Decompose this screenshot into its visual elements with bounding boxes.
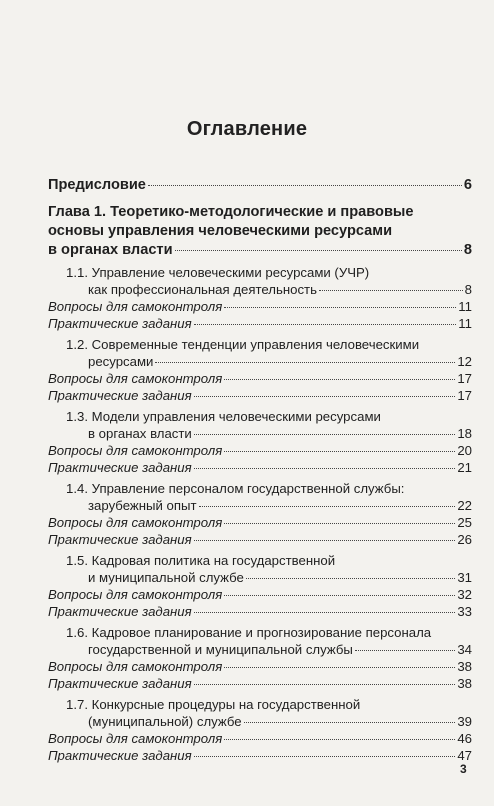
section-title-line: в органах власти — [88, 426, 192, 441]
leader-dots — [355, 650, 455, 651]
section-title-line: ресурсами — [88, 354, 154, 369]
toc-entry-label: Вопросы для самоконтроля — [48, 515, 223, 530]
leader-dots — [194, 434, 456, 435]
toc-section-4[interactable] — [48, 480, 472, 548]
page-number: 3 — [460, 762, 467, 776]
toc-entry-label: Вопросы для самоконтроля — [48, 731, 223, 746]
toc-page-number: 8 — [463, 242, 472, 258]
toc-section-2[interactable] — [48, 336, 472, 404]
toc-page-number: 11 — [458, 299, 472, 314]
toc-entry-practical-tasks[interactable] — [48, 387, 472, 404]
toc-entry-label: Практические задания — [48, 532, 192, 547]
leader-dots — [319, 290, 463, 291]
section-list — [48, 264, 472, 764]
toc-page-number: 39 — [457, 714, 472, 729]
toc-entry-label: Вопросы для самоконтроля — [48, 587, 223, 602]
section-title-last-line — [48, 641, 472, 658]
section-title-line: государственной и муниципальной службы — [88, 642, 353, 657]
toc-page-number: 12 — [457, 354, 472, 369]
chapter-title-line: Глава 1. Теоретико-методологические и правовые — [48, 204, 414, 220]
leader-dots — [224, 667, 455, 668]
toc-entry-label: Практические задания — [48, 604, 192, 619]
toc-entry-self-check-questions[interactable] — [48, 370, 472, 387]
toc-entry-label: Вопросы для самоконтроля — [48, 371, 223, 386]
leader-dots — [175, 250, 462, 251]
toc-entry-label: Практические задания — [48, 316, 192, 331]
toc-entry-practical-tasks[interactable] — [48, 459, 472, 476]
section-title-line: 1.4. Управление персоналом государственной службы: — [66, 481, 405, 496]
section-title-line: зарубежный опыт — [88, 498, 197, 513]
toc-page-number: 33 — [457, 604, 472, 619]
toc-entry-label: Практические задания — [48, 748, 192, 763]
section-title-line: (муниципальной) службе — [88, 714, 242, 729]
section-title-last-line — [48, 713, 472, 730]
section-title-line: 1.6. Кадровое планирование и прогнозирование персонала — [66, 625, 432, 640]
toc-page-number: 17 — [457, 371, 472, 386]
chapter-title-line: основы управления человеческими ресурсами — [48, 223, 393, 239]
toc-entry-label: Вопросы для самоконтроля — [48, 659, 223, 674]
toc-entry-practical-tasks[interactable] — [48, 603, 472, 620]
section-title-line: и муниципальной службе — [88, 570, 244, 585]
leader-dots — [199, 506, 456, 507]
toc-page-number: 32 — [457, 587, 472, 602]
toc-page-number: 8 — [464, 282, 472, 297]
toc-entry-chapter-1[interactable] — [48, 203, 472, 260]
table-of-contents — [48, 176, 472, 764]
toc-section-6[interactable] — [48, 624, 472, 692]
toc-entry-label: Предисловие — [48, 177, 146, 193]
leader-dots — [224, 523, 455, 524]
section-title-last-line — [48, 353, 472, 370]
leader-dots — [224, 451, 455, 452]
toc-entry-practical-tasks[interactable] — [48, 531, 472, 548]
leader-dots — [194, 756, 456, 757]
toc-page-number: 46 — [457, 731, 472, 746]
leader-dots — [224, 595, 455, 596]
leader-dots — [244, 722, 456, 723]
toc-page-number: 21 — [457, 460, 472, 475]
toc-section-5[interactable] — [48, 552, 472, 620]
toc-entry-self-check-questions[interactable] — [48, 442, 472, 459]
toc-page-number: 18 — [457, 426, 472, 441]
toc-page-number: 17 — [457, 388, 472, 403]
leader-dots — [194, 612, 456, 613]
section-title-last-line — [48, 497, 472, 514]
toc-entry-practical-tasks[interactable] — [48, 315, 472, 332]
leader-dots — [194, 324, 457, 325]
toc-page-number: 31 — [457, 570, 472, 585]
toc-section-7[interactable] — [48, 696, 472, 764]
toc-entry-label: Вопросы для самоконтроля — [48, 443, 223, 458]
leader-dots — [155, 362, 455, 363]
section-title-line: 1.5. Кадровая политика на государственной — [66, 553, 336, 568]
toc-page-number: 38 — [457, 659, 472, 674]
toc-entry-self-check-questions[interactable] — [48, 658, 472, 675]
toc-entry-label: Практические задания — [48, 460, 192, 475]
leader-dots — [194, 468, 456, 469]
toc-page-number: 38 — [457, 676, 472, 691]
leader-dots — [148, 185, 462, 186]
section-title-line: 1.1. Управление человеческими ресурсами (УЧР) — [66, 265, 370, 280]
toc-page-number: 47 — [457, 748, 472, 763]
leader-dots — [224, 307, 456, 308]
toc-page-number: 22 — [457, 498, 472, 513]
leader-dots — [194, 396, 456, 397]
section-title-line: 1.7. Конкурсные процедуры на государственной — [66, 697, 361, 712]
toc-page-number: 25 — [457, 515, 472, 530]
leader-dots — [224, 379, 455, 380]
toc-page-number: 20 — [457, 443, 472, 458]
section-title-line: как профессиональная деятельность — [88, 282, 317, 297]
toc-page-number: 6 — [463, 177, 472, 193]
chapter-title-line: в органах власти — [48, 242, 173, 258]
toc-entry-self-check-questions[interactable] — [48, 514, 472, 531]
leader-dots — [194, 684, 456, 685]
leader-dots — [194, 540, 456, 541]
section-title-line: 1.3. Модели управления человеческими ресурсами — [66, 409, 381, 424]
toc-page-number: 11 — [458, 316, 472, 331]
toc-entry-label: Практические задания — [48, 676, 192, 691]
toc-entry-self-check-questions[interactable] — [48, 298, 472, 315]
section-title-last-line — [48, 425, 472, 442]
leader-dots — [224, 739, 455, 740]
toc-section-3[interactable] — [48, 408, 472, 476]
toc-entry-self-check-questions[interactable] — [48, 586, 472, 603]
toc-entry-label: Практические задания — [48, 388, 192, 403]
toc-entry-self-check-questions[interactable] — [48, 730, 472, 747]
toc-page-number: 26 — [457, 532, 472, 547]
section-title-line: 1.2. Современные тенденции управления человеческими — [66, 337, 420, 352]
toc-page-number: 34 — [457, 642, 472, 657]
toc-entry-practical-tasks[interactable] — [48, 675, 472, 692]
toc-entry-preface[interactable] — [48, 176, 472, 195]
leader-dots — [246, 578, 455, 579]
toc-section-1[interactable] — [48, 264, 472, 332]
section-title-last-line — [48, 569, 472, 586]
toc-entry-label: Вопросы для самоконтроля — [48, 299, 223, 314]
toc-title: Оглавление — [186, 118, 308, 140]
toc-entry-practical-tasks[interactable] — [48, 747, 472, 764]
section-title-last-line — [48, 281, 472, 298]
